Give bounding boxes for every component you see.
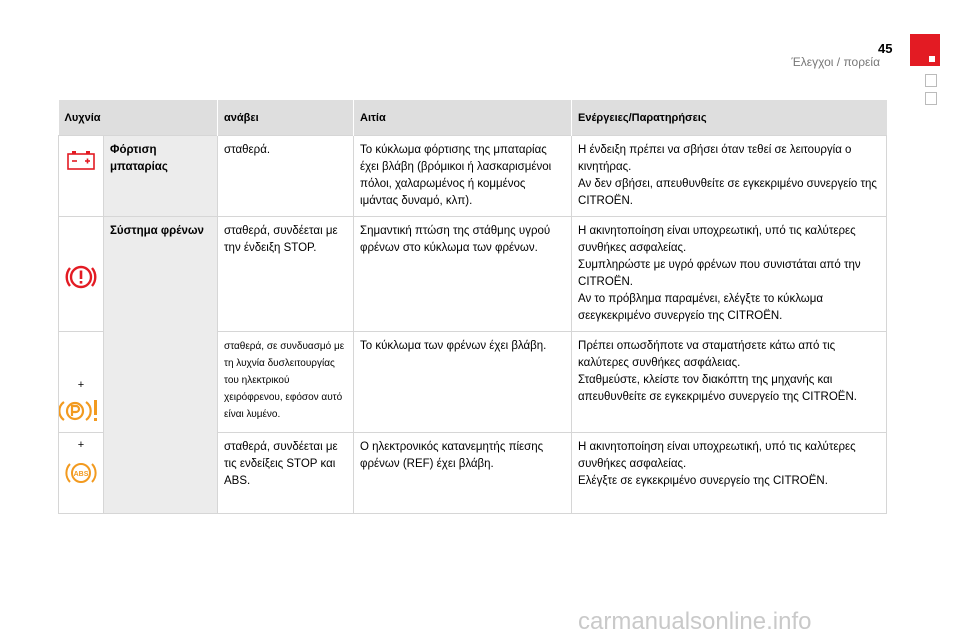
abs-warning-icon [65,459,97,487]
lit-cell: σταθερά, συνδέεται με την ένδειξη STOP. [218,217,354,332]
table-header-row [59,100,887,136]
col-header-actions: Ενέργειες/Παρατηρήσεις [572,100,887,136]
tab-marker-icon [929,56,935,62]
cause-cell: Ο ηλεκτρονικός κατανεμητής πίεσης φρένων (REF) έχει βλάβη. [354,433,572,514]
cause-cell: Σημαντική πτώση της στάθμης υγρού φρένων στο κύκλωμα των φρένων. [354,217,572,332]
col-header-light: Λυχνία [59,100,218,136]
plus-sign: + [77,379,85,391]
abs-icon-text: ABS [73,471,89,478]
chapter-tab[interactable] [910,34,940,66]
function-cell: Φόρτιση μπαταρίας [104,136,218,217]
page-number: 45 [878,41,893,56]
action-cell: Πρέπει οπωσδήποτε να σταματήσετε κάτω από τις καλύτερες συνθήκες ασφάλειας. Σταθμεύστε, κλείστε τον διακόπτη της μηχανής και απευθυνθείτε σε εγκεκριμένο συνεργείο της CITROËN. [572,332,887,433]
table-row [59,217,887,332]
icon-cell [59,433,104,514]
icon-cell [59,136,104,217]
cause-cell: Το κύκλωμα φόρτισης της μπαταρίας έχει βλάβη (βρόμικοι ή λασκαρισμένοι πόλοι, χαλαρωμένος ή κομμένος ιμάντας δυναμό, κλπ). [354,136,572,217]
brake-warning-icon [65,261,97,293]
cause-cell: Το κύκλωμα των φρένων έχει βλάβη. [354,332,572,433]
icon-cell [59,332,104,433]
lit-cell: σταθερά. [218,136,354,217]
plus-sign: + [77,439,85,451]
parking-brake-fault-icon [59,398,103,424]
watermark: carmanualsonline.info [578,608,812,635]
col-header-lit: ανάβει [218,100,354,136]
table-row [59,136,887,217]
action-cell: Η ακινητοποίηση είναι υποχρεωτική, υπό τις καλύτερες συνθήκες ασφαλείας. Συμπληρώστε με υγρό φρένων που συνιστάται από την CITROËN. Αν το πρόβλημα παραμένει, ελέγξτε το κύκλωμα σεεγκεκριμένο συνεργείο της CITROËN. [572,217,887,332]
battery-warning-icon [67,150,95,170]
function-cell: Σύστημα φρένων [104,217,218,514]
col-header-cause: Αιτία [354,100,572,136]
icon-cell [59,217,104,332]
lit-cell: σταθερά, σε συνδυασμό με τη λυχνία δυσλειτουργίας του ηλεκτρικού χειρόφρενου, εφόσον αυτό είναι λυμένο. [218,332,354,433]
action-cell: Η ένδειξη πρέπει να σβήσει όταν τεθεί σε λειτουργία ο κινητήρας. Αν δεν σβήσει, απευθυνθείτε σε εγκεκριμένο συνεργείο της CITROËN. [572,136,887,217]
nav-box-icon[interactable] [925,92,937,105]
section-title: Έλεγχοι / πορεία [791,55,880,69]
warning-lights-table [58,100,887,514]
nav-box-icon[interactable] [925,74,937,87]
lit-cell: σταθερά, συνδέεται με τις ενδείξεις STOP και ABS. [218,433,354,514]
action-cell: Η ακινητοποίηση είναι υποχρεωτική, υπό τις καλύτερες συνθήκες ασφαλείας. Ελέγξτε σε εγκεκριμένο συνεργείο της CITROËN. [572,433,887,514]
